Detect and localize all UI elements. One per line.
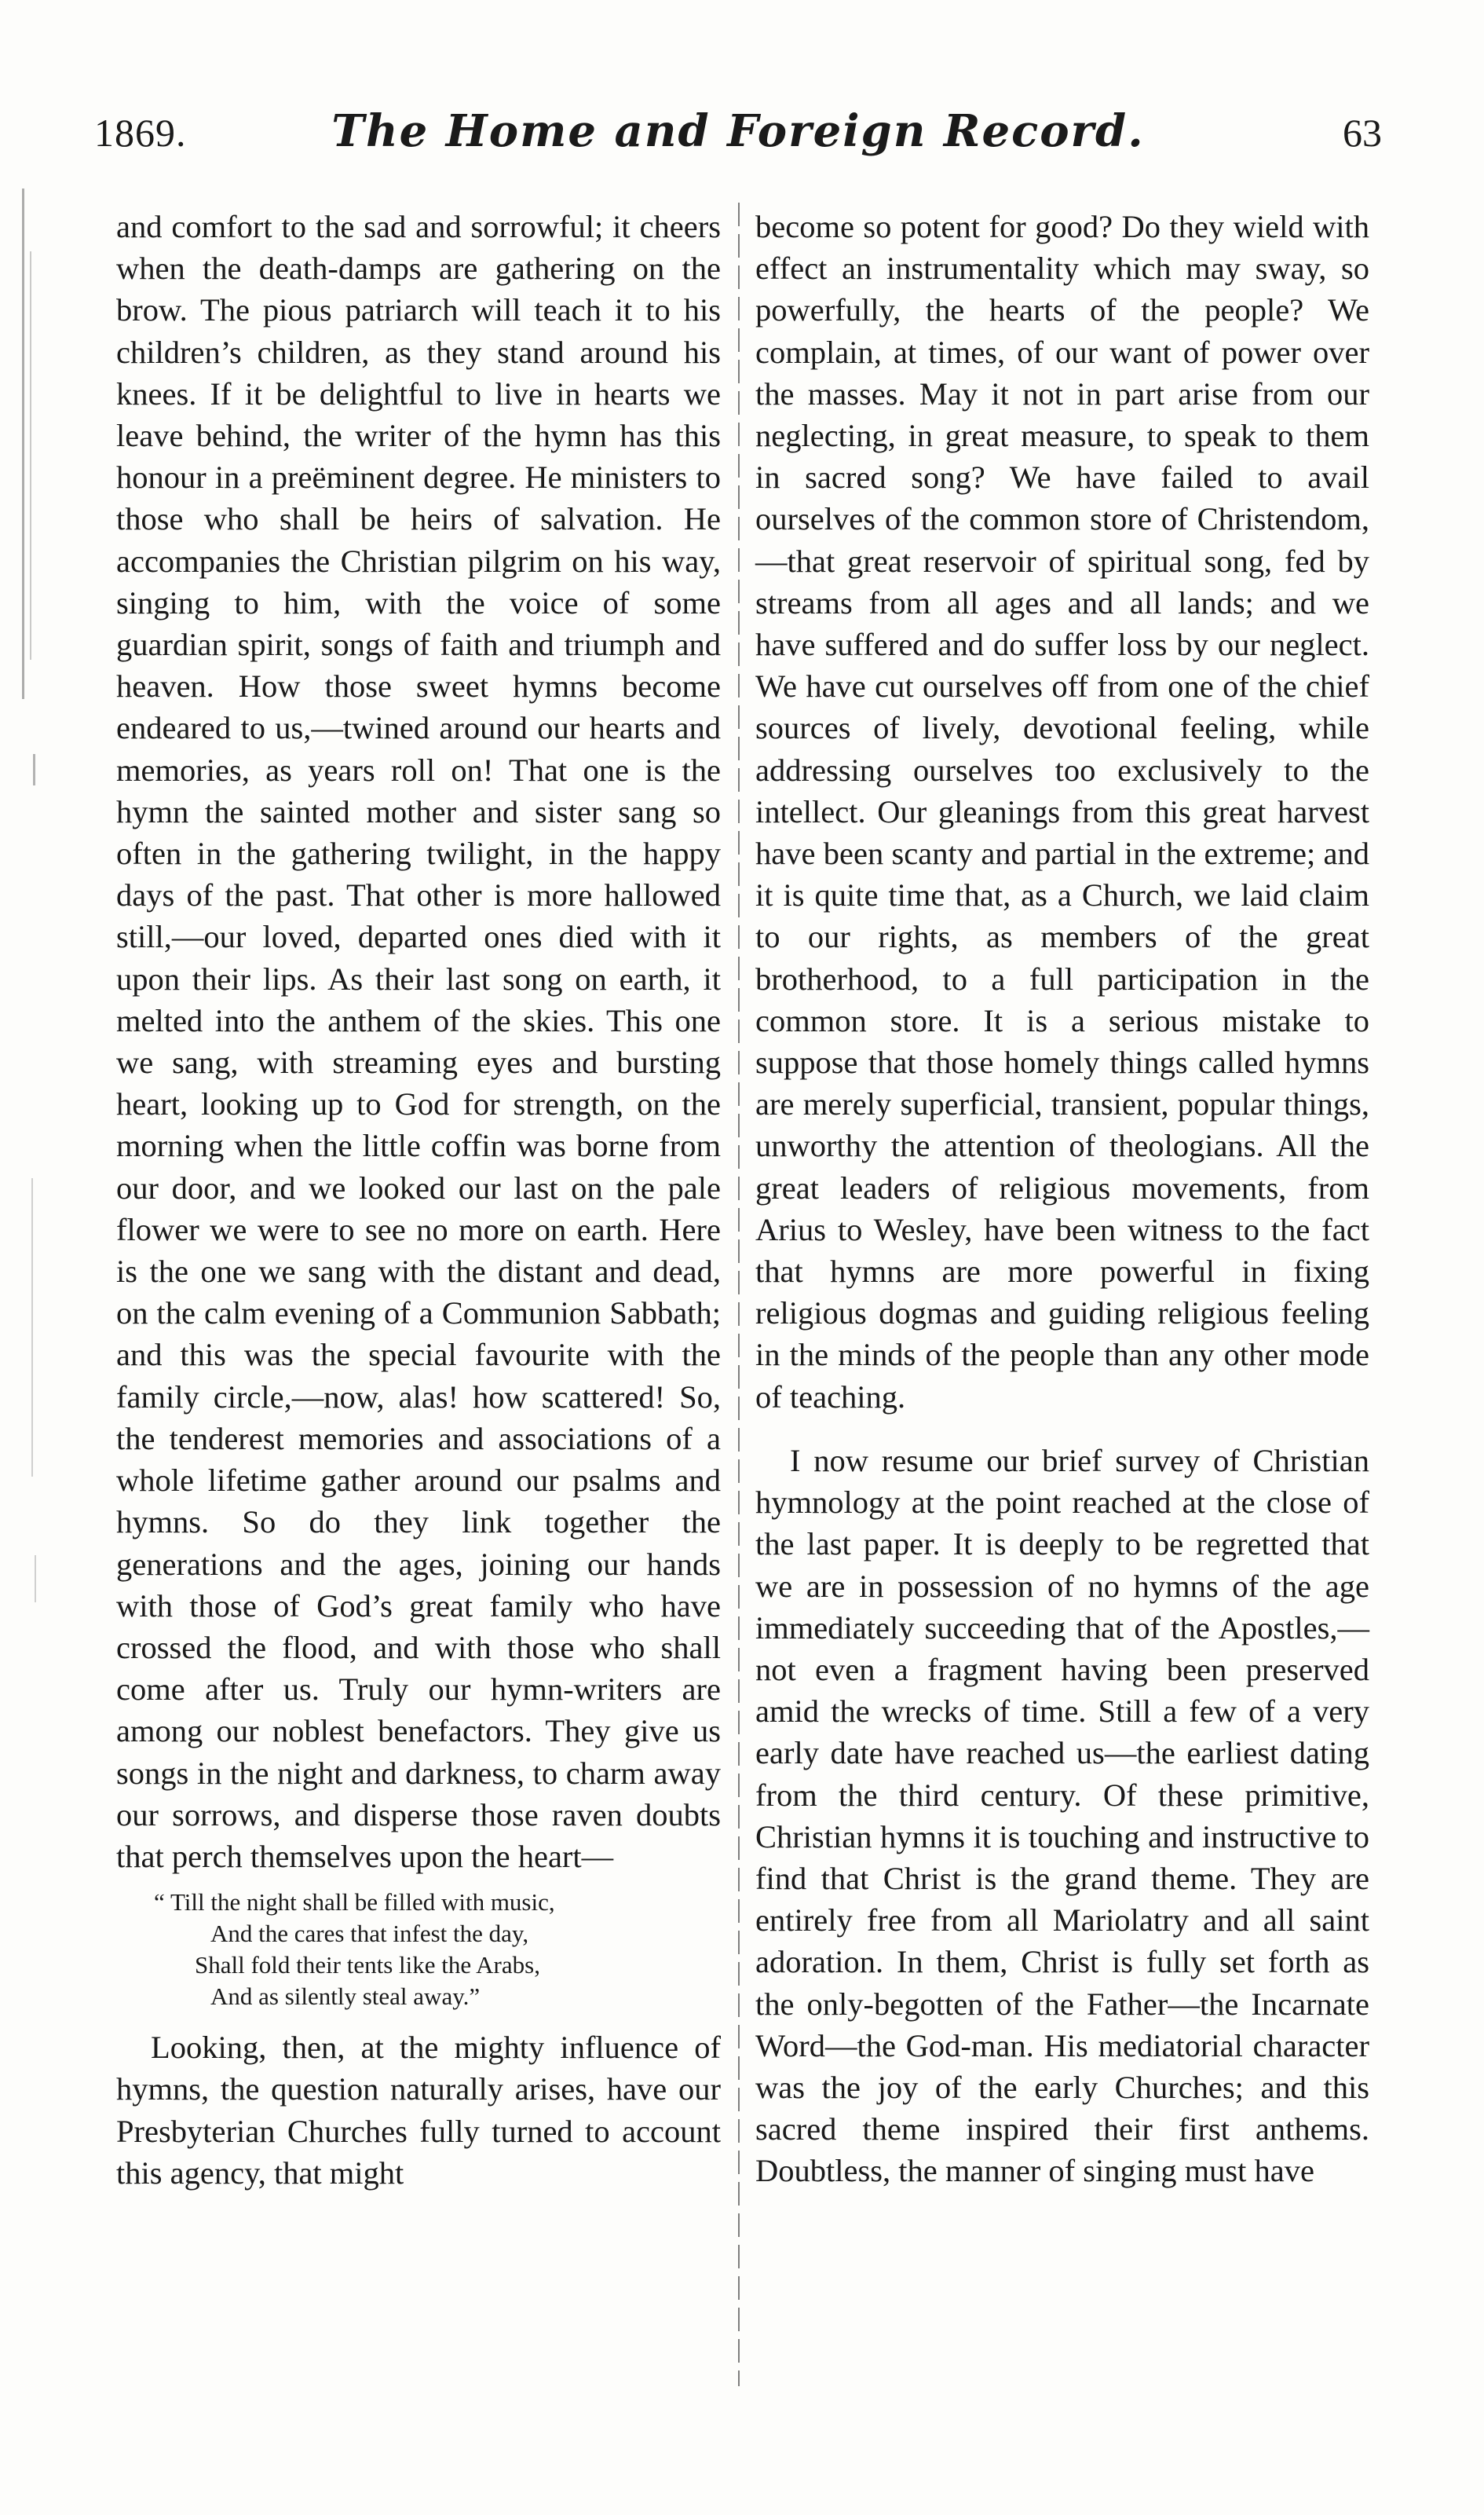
margin-mark — [30, 251, 31, 660]
poem-line: Shall fold their tents like the Arabs, — [195, 1951, 540, 1979]
right-column — [755, 206, 1369, 2192]
poem-line: And as silently steal away.” — [210, 1982, 481, 2011]
margin-mark — [31, 1178, 33, 1477]
running-header — [94, 105, 1382, 181]
poem-line: And the cares that infest the day, — [210, 1920, 529, 1948]
margin-mark — [35, 1555, 36, 1602]
header-year: 1869. — [94, 111, 187, 155]
margin-mark — [22, 189, 24, 699]
right-paragraph-1: become so potent for good? Do they wield with effect an instrumentality which may sway, so powerfully, the hearts of the people? We complain, at times, of our want of power over the masses. May it not in part arise from our neglecting, in great measure, to speak to them in sacred song? We have failed to avail ourselves of the common store of Christendom,—that great reservoir of spiritual song, fed by streams from all ages and all lands; and we have suffered and do suffer loss by our neglect. We have cut ourselves off from one of the chief sources of lively, devotional feeling, while addressing ourselves too exclusively to the intellect. Our gleanings from this great harvest have been scanty and partial in the extreme; and it is quite time that, as a Church, we laid claim to our rights, as members of the great brotherhood, to a full participation in the common store. It is a serious mistake to suppose that those homely things called hymns are merely superficial, transient, popular things, unworthy the attention of theologians. All the great leaders of religious movements, from Arius to Wesley, have been witness to the fact that hymns are more powerful in fixing religious dogmas and guiding religious feeling in the minds of the people than any other mode of teaching. — [755, 209, 1369, 1415]
header-title: The Home and Foreign Record. — [331, 105, 1145, 157]
margin-scan-marks — [11, 157, 42, 1649]
left-column — [116, 206, 721, 2194]
left-paragraph-1: and comfort to the sad and sorrowful; it cheers when the death-damps are gathering on the brow. The pious patriarch will teach it to his children’s children, as they stand around his knees. If it be delightful to live in hearts we leave behind, the writer of the hymn has this honour in a preëminent degree. He ministers to those who shall be heirs of salvation. He accompanies the Christian pilgrim on his way, singing to him, with the voice of some guardian spirit, songs of faith and triumph and heaven. How those sweet hymns become endeared to us,—twined around our hearts and memories, as years roll on! That one is the hymn the sainted mother and sister sang so often in the gathering twilight, in the happy days of the past. That other is more hallowed still,—our loved, departed ones died with it upon their lips. As their last song on earth, it melted into the anthem of the skies. This one we sang, with streaming eyes and bursting heart, looking up to God for strength, on the morning when the little coffin was borne from our door, and we looked our last on the pale flower we were to see no more on earth. Here is the one we sang with the distant and dead, on the calm evening of a Communion Sabbath; and this was the special favourite with the family circle,—now, alas! how scattered! So, the tenderest memories and associations of a whole lifetime gather around our psalms and hymns. So do they link together the generations and the ages, joining our hands with those of God’s great family who have crossed the flood, and with those who shall come after us. Truly our hymn-writers are among our noblest benefactors. They give us songs in the night and darkness, to charm away our sorrows, and disperse those raven doubts that perch themselves upon the heart— — [116, 209, 721, 1874]
header-page-number: 63 — [1343, 111, 1382, 155]
margin-mark — [33, 754, 35, 785]
right-paragraph-2: I now resume our brief survey of Christian hymnology at the point reached at the close of the last paper. It is deeply to be regretted that we are in possession of no hymns of the age immediately succeeding that of the Apostles,—not even a fragment having been preserved amid the wrecks of time. Still a few of a very early date have reached us—the earliest dating from the third century. Of these primitive, Christian hymns it is touching and instructive to find that Christ is the grand theme. They are entirely free from all Mariolatry and all saint adoration. In them, Christ is fully set forth as the only-begotten of the Father—the Incarnate Word—the God-man. His mediatorial character was the joy of the early Churches; and this sacred theme inspired their first anthems. Doubtless, the manner of singing must have — [755, 1442, 1369, 2189]
poem-quotation — [116, 1887, 721, 2012]
column-divider — [738, 203, 740, 2386]
left-paragraph-2: Looking, then, at the mighty influence of hymns, the question naturally arises, have our Presbyterian Churches fully turned to account this agency, that might — [116, 2030, 721, 2191]
poem-line: “ Till the night shall be filled with music, — [154, 1888, 555, 1916]
